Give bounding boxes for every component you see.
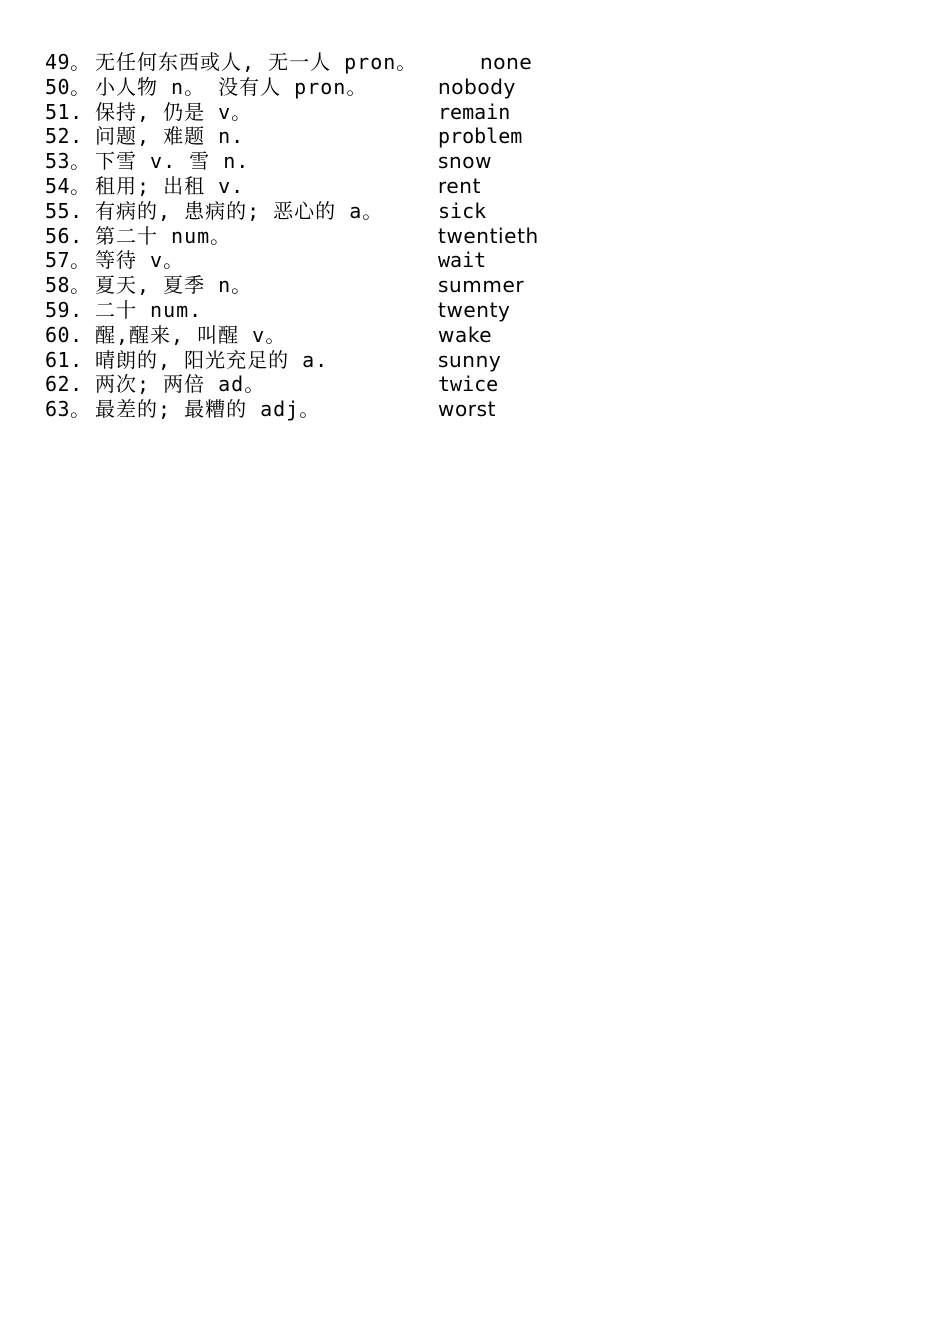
vocab-entry-50	[45, 75, 645, 100]
entry-definition: 问题, 难题 n.	[95, 124, 245, 149]
entry-number: 58。	[45, 273, 91, 298]
vocab-entry-54	[45, 174, 645, 199]
entry-word: rent	[438, 173, 482, 198]
entry-number: 49。	[45, 50, 91, 74]
entry-number: 61.	[45, 347, 83, 372]
entry-number: 50。	[45, 74, 91, 99]
entry-number: 53。	[45, 149, 91, 174]
vocab-entry-52	[45, 124, 645, 149]
entry-definition: 夏天, 夏季 n。	[95, 273, 253, 298]
entry-definition: 二十 num.	[95, 297, 203, 322]
vocab-entry-56	[45, 224, 645, 249]
entry-number: 56.	[45, 223, 83, 248]
entry-word: twentieth	[438, 223, 539, 248]
vocabulary-list	[45, 50, 645, 422]
entry-definition: 最差的; 最糟的 adj。	[95, 397, 321, 422]
vocab-entry-63	[45, 397, 645, 422]
entry-word: wake	[438, 322, 493, 347]
entry-definition: 无任何东西或人, 无一人 pron。	[95, 50, 418, 74]
entry-number: 52.	[45, 124, 83, 149]
vocab-entry-59	[45, 298, 645, 323]
entry-number: 62.	[45, 372, 83, 397]
vocab-entry-58	[45, 273, 645, 298]
entry-word: summer	[438, 273, 525, 298]
entry-word: none	[480, 50, 533, 74]
entry-word: remain	[438, 99, 511, 124]
entry-word: wait	[438, 248, 487, 273]
entry-definition: 等待 v。	[95, 248, 185, 273]
vocab-entry-53	[45, 149, 645, 174]
vocab-entry-61	[45, 348, 645, 373]
vocab-entry-51	[45, 100, 645, 125]
entry-definition: 保持, 仍是 v。	[95, 99, 253, 124]
entry-word: worst	[438, 397, 497, 422]
entry-definition: 醒,醒来, 叫醒 v。	[95, 322, 287, 347]
entry-definition: 晴朗的, 阳光充足的 a.	[95, 347, 329, 372]
entry-definition: 小人物 n。 没有人 pron。	[95, 74, 368, 99]
entry-definition: 第二十 num。	[95, 223, 232, 248]
entry-word: sick	[438, 198, 487, 223]
entry-word: problem	[438, 124, 523, 149]
entry-number: 63。	[45, 397, 91, 422]
entry-word: nobody	[438, 74, 516, 99]
entry-number: 54。	[45, 173, 91, 198]
vocab-entry-60	[45, 323, 645, 348]
entry-word: twenty	[438, 297, 511, 322]
vocab-entry-49	[45, 50, 645, 75]
vocab-entry-62	[45, 372, 645, 397]
entry-definition: 两次; 两倍 ad。	[95, 372, 266, 397]
entry-definition: 下雪 v. 雪 n.	[95, 149, 250, 174]
entry-number: 60.	[45, 322, 83, 347]
entry-number: 51.	[45, 99, 83, 124]
entry-definition: 租用; 出租 v.	[95, 173, 245, 198]
vocab-entry-57	[45, 248, 645, 273]
entry-number: 59.	[45, 297, 83, 322]
entry-word: sunny	[438, 347, 502, 372]
entry-word: snow	[438, 149, 493, 174]
entry-number: 55.	[45, 198, 83, 223]
entry-number: 57。	[45, 248, 91, 273]
entry-word: twice	[438, 372, 499, 397]
vocab-entry-55	[45, 199, 645, 224]
entry-definition: 有病的, 患病的; 恶心的 a。	[95, 198, 384, 223]
